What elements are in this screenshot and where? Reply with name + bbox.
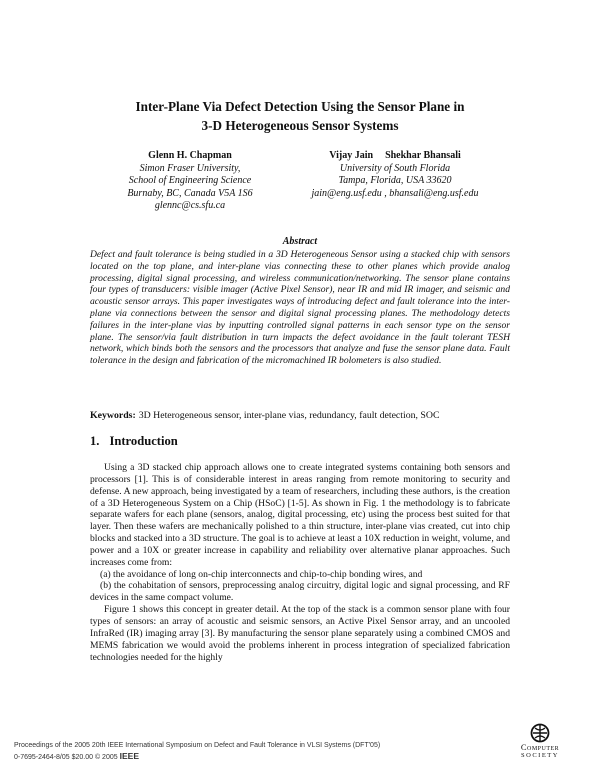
computer-society-logo: [506, 723, 574, 760]
footer-copyright: [14, 751, 380, 763]
keywords: [90, 410, 520, 421]
logo-text-society: SOCIETY: [521, 752, 559, 759]
ieee-logo-text: IEEE: [119, 751, 140, 761]
title-line-2: 3-D Heterogeneous Sensor Systems: [201, 118, 399, 133]
author-email: glennc@cs.sfu.ca: [154, 200, 226, 211]
author-affiliation: Simon Fraser University,: [139, 162, 241, 174]
logo-text-computer: Computer: [520, 742, 560, 752]
list-item-b: (b) the cohabitation of sensors, preprocessing analog circuitry, digital logic and signal processing, and RF devices in the same compact volume.: [90, 580, 510, 604]
paper-title: [80, 97, 520, 135]
computer-society-emblem-icon: [529, 723, 551, 743]
author-affiliation: University of South Florida: [339, 162, 451, 174]
list-item-a: (a) the avoidance of long on-chip interconnects and chip-to-chip bonding wires, and: [100, 568, 423, 580]
author-name-bhansali: Shekhar Bhansali: [385, 150, 461, 161]
intro-body: [90, 462, 510, 663]
author-email: jain@eng.usf.edu , bhansali@eng.usf.edu: [311, 187, 479, 199]
author-names: [295, 150, 495, 163]
author-block-chapman: [100, 150, 280, 213]
abstract-heading: Abstract: [282, 236, 318, 247]
page-footer: [14, 741, 380, 763]
title-line-1: Inter-Plane Via Defect Detection Using the Sensor Plane in: [135, 99, 465, 114]
keywords-list: 3D Heterogeneous sensor, inter-plane vias, redundancy, fault detection, SOC: [138, 410, 440, 421]
abstract-text: Defect and fault tolerance is being studied in a 3D Heterogeneous Sensor using a stacked chip with sensors located on the top plane, and inter-plane vias connecting these to other planes which provide analog processing, digital signal processing, and wireless communication/networking. The sensor plane contains four types of transducers: visible imager (Active Pixel Sensor), near IR and mid IR imager, and seismic and acoustic sensor arrays. This paper investigates ways of introducing defect and fault tolerance into the inter-plane via connections between the sensor and digital signal processing planes. The methodology detects failures in the inter-plane vias by inputting controlled signal patterns in each sensor type on the sensor plane. The sensor/via fault distribution in turn impacts the defect avoidance in the fault tolerant TESH network, which binds both the sensors and the processors that analyze and fuse the sensor plane data. Fault tolerance in the design and fabrication of the micromachined IR bolometers is also studied.: [90, 249, 510, 367]
author-block-usf: [295, 150, 495, 200]
paragraph: Using a 3D stacked chip approach allows one to create integrated systems containing both sensors and processors [1]. This is of considerable interest in areas ranging from remote monitoring to security and defense. A new approach, being investigated by a team of researchers, including these authors, is the creation of a 3D Heterogeneous System on a Chip (HSoC) [1-5]. As shown in Fig. 1 the methodology is to fabricate separate wafers for each plane (sensors, analog, digital processing, etc) using the process best suited for that layer. Then these wafers are mechanically polished to a thin structure, inter-plane vias created, cut into chip blocks and stacked into a 3D structure. The goal is to achieve at least a 10X reduction in weight, volume, and power and a 10X or greater increase in capability and reliability over alternative planar approaches. Such increases come from:: [90, 462, 510, 568]
author-department: School of Engineering Science: [128, 175, 252, 186]
author-name-jain: Vijay Jain: [329, 150, 374, 161]
keywords-label: Keywords:: [90, 410, 136, 421]
footer-proceedings: Proceedings of the 2005 20th IEEE International Symposium on Defect and Fault Tolerance in VLSI Systems (DFT'05): [14, 742, 381, 749]
author-name: Glenn H. Chapman: [148, 150, 232, 161]
footer-isbn: 0-7695-2464-8/05 $20.00 © 2005: [14, 754, 118, 761]
author-address: Burnaby, BC, Canada V5A 1S6: [127, 187, 253, 199]
section-number: 1.: [90, 434, 100, 448]
section-heading: [90, 434, 178, 449]
section-title: Introduction: [109, 434, 178, 448]
author-address: Tampa, Florida, USA 33620: [338, 175, 452, 186]
paragraph: Figure 1 shows this concept in greater detail. At the top of the stack is a common sensor plane with four types of sensors: an array of acoustic and seismic sensors, an Active Pixel Sensor array, and an uncooled InfraRed (IR) imaging array [3]. By manufacturing the sensor plane separately using a combined CMOS and MEMS fabrication we would avoid the problems inherent in process integration of specialized fabrication technologies needed for the highly: [90, 604, 510, 663]
